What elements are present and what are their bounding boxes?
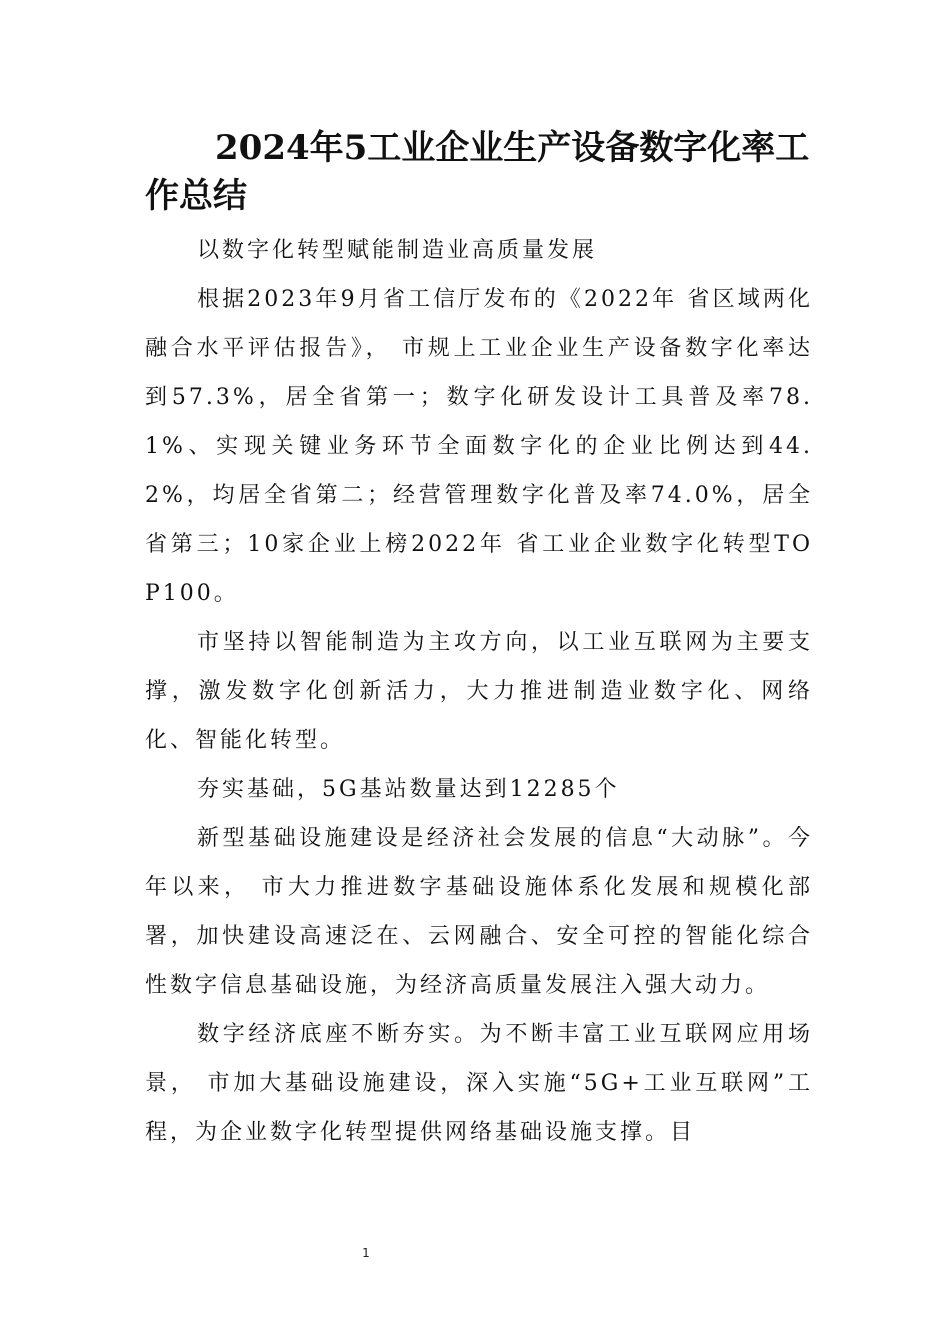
section-heading: 以数字化转型赋能制造业高质量发展: [197, 238, 598, 263]
document-body: [145, 226, 813, 1157]
document-title: 2024年5工业企业生产设备数字化率工作总结: [145, 128, 810, 216]
body-paragraph: 数字经济底座不断夯实。为不断丰富工业互联网应用场景， 市加大基础设施建设，深入实施“5G+工业互联网”工程，为企业数字化转型提供网络基础设施支撑。目: [145, 1022, 813, 1145]
body-paragraph: 根据2023年9月省工信厅发布的《2022年 省区域两化融合水平评估报告》， 市规上工业企业生产设备数字化率达到57.3%，居全省第一；数字化研发设计工具普及率78.1%、实现关键业务环节全面数字化的企业比例达到44.2%，均居全省第二；经营管理数字化普及率74.0%，居全省第三；10家企业上榜2022年 省工业企业数字化转型TOP100。: [145, 287, 813, 606]
page-number: 1: [362, 1246, 370, 1260]
body-paragraph: 新型基础设施建设是经济社会发展的信息“大动脉”。今年以来， 市大力推进数字基础设施体系化发展和规模化部署，加快建设高速泛在、云网融合、安全可控的智能化综合性数字信息基础设施，为经济高质量发展注入强大动力。: [145, 826, 813, 998]
body-paragraph: 市坚持以智能制造为主攻方向，以工业互联网为主要支撑，激发数字化创新活力，大力推进制造业数字化、网络化、智能化转型。: [145, 630, 813, 753]
section-heading: 夯实基础，5G基站数量达到12285个: [197, 777, 620, 802]
